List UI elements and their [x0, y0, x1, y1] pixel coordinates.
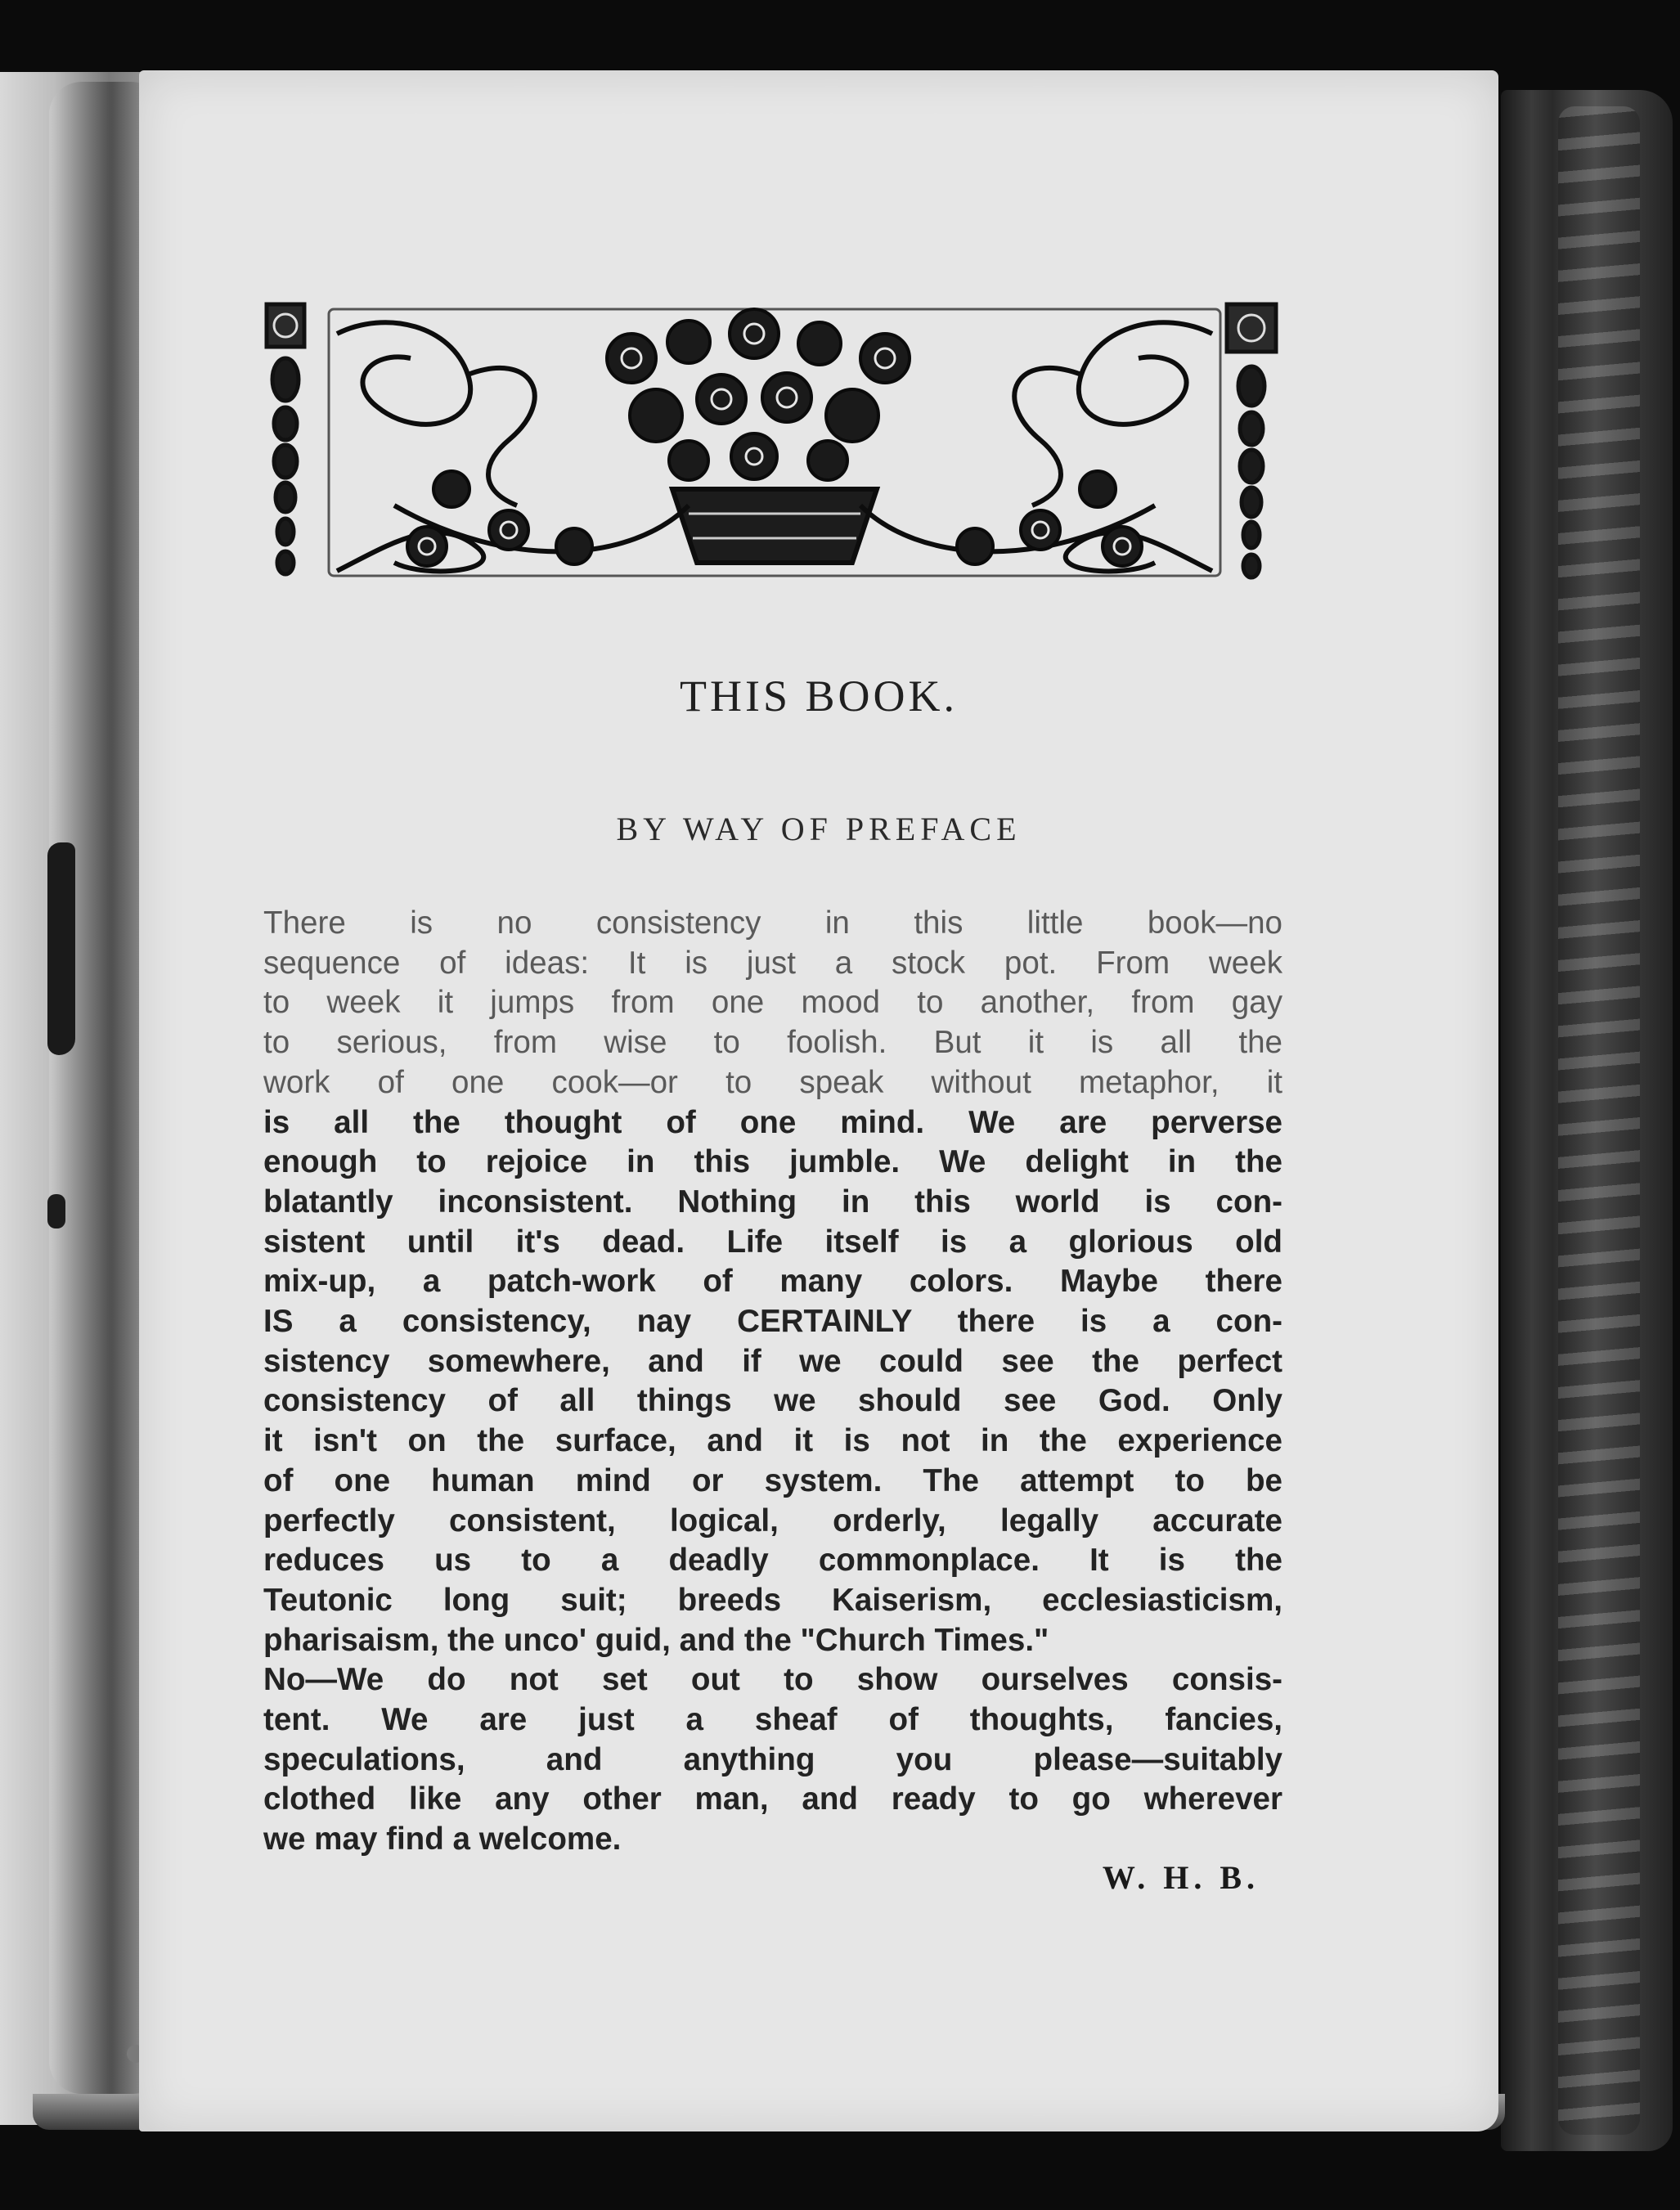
text-line: There is no consistency in this little book—no: [263, 905, 1282, 941]
text-line: perfectly consistent, logical, orderly, legally accurate: [263, 1503, 1282, 1538]
text-line: IS a consistency, nay CERTAINLY there is a con-: [263, 1304, 1282, 1340]
text-line: speculations, and anything you please—suitably: [263, 1741, 1282, 1777]
text-line: sequence of ideas: It is just a stock pot. From week: [263, 945, 1282, 981]
text-line: Teutonic long suit; breeds Kaiserism, ecclesiasticism,: [263, 1582, 1282, 1618]
text-line: to week it jumps from one mood to another, from gay: [263, 985, 1282, 1021]
text-line: enough to rejoice in this jumble. We delight in the: [263, 1144, 1282, 1180]
page-subtitle: BY WAY OF PREFACE: [616, 811, 1022, 847]
text-line: blatantly inconsistent. Nothing in this world is con-: [263, 1184, 1282, 1220]
text-line: sistency somewhere, and if we could see the perfect: [263, 1343, 1282, 1379]
text-line: clothed like any other man, and ready to go wherever: [263, 1781, 1282, 1817]
right-ornament-column: [1227, 304, 1276, 577]
page-title: THIS BOOK.: [679, 672, 958, 721]
floral-headpiece-ornament: [263, 301, 1286, 584]
text-line: tent. We are just a sheaf of thoughts, fancies,: [263, 1702, 1282, 1738]
text-line: mix-up, a patch-work of many colors. Maybe there: [263, 1264, 1282, 1300]
ink-blot: [47, 1194, 65, 1229]
text-line: reduces us to a deadly commonplace. It is the: [263, 1543, 1282, 1579]
text-line: consistency of all things we should see God. Only: [263, 1383, 1282, 1419]
text-line: pharisaism, the unco' guid, and the "Church Times.": [263, 1622, 1049, 1658]
text-line: it isn't on the surface, and it is not in the experience: [263, 1423, 1282, 1459]
ink-blot: [47, 842, 75, 1055]
left-ornament-column: [267, 304, 304, 574]
author-initials: W. H. B.: [1102, 1859, 1260, 1896]
text-line: we may find a welcome.: [263, 1821, 622, 1857]
cover-wear: [1558, 106, 1640, 2135]
text-line: No—We do not set out to show ourselves consis-: [263, 1662, 1282, 1698]
text-line: to serious, from wise to foolish. But it is all the: [263, 1025, 1282, 1061]
text-line: sistent until it's dead. Life itself is a glorious old: [263, 1224, 1282, 1260]
text-line: is all the thought of one mind. We are perverse: [263, 1104, 1282, 1140]
preface-body: [263, 904, 1282, 1860]
text-line: work of one cook—or to speak without metaphor, it: [263, 1064, 1282, 1100]
text-line: of one human mind or system. The attempt to be: [263, 1462, 1282, 1498]
